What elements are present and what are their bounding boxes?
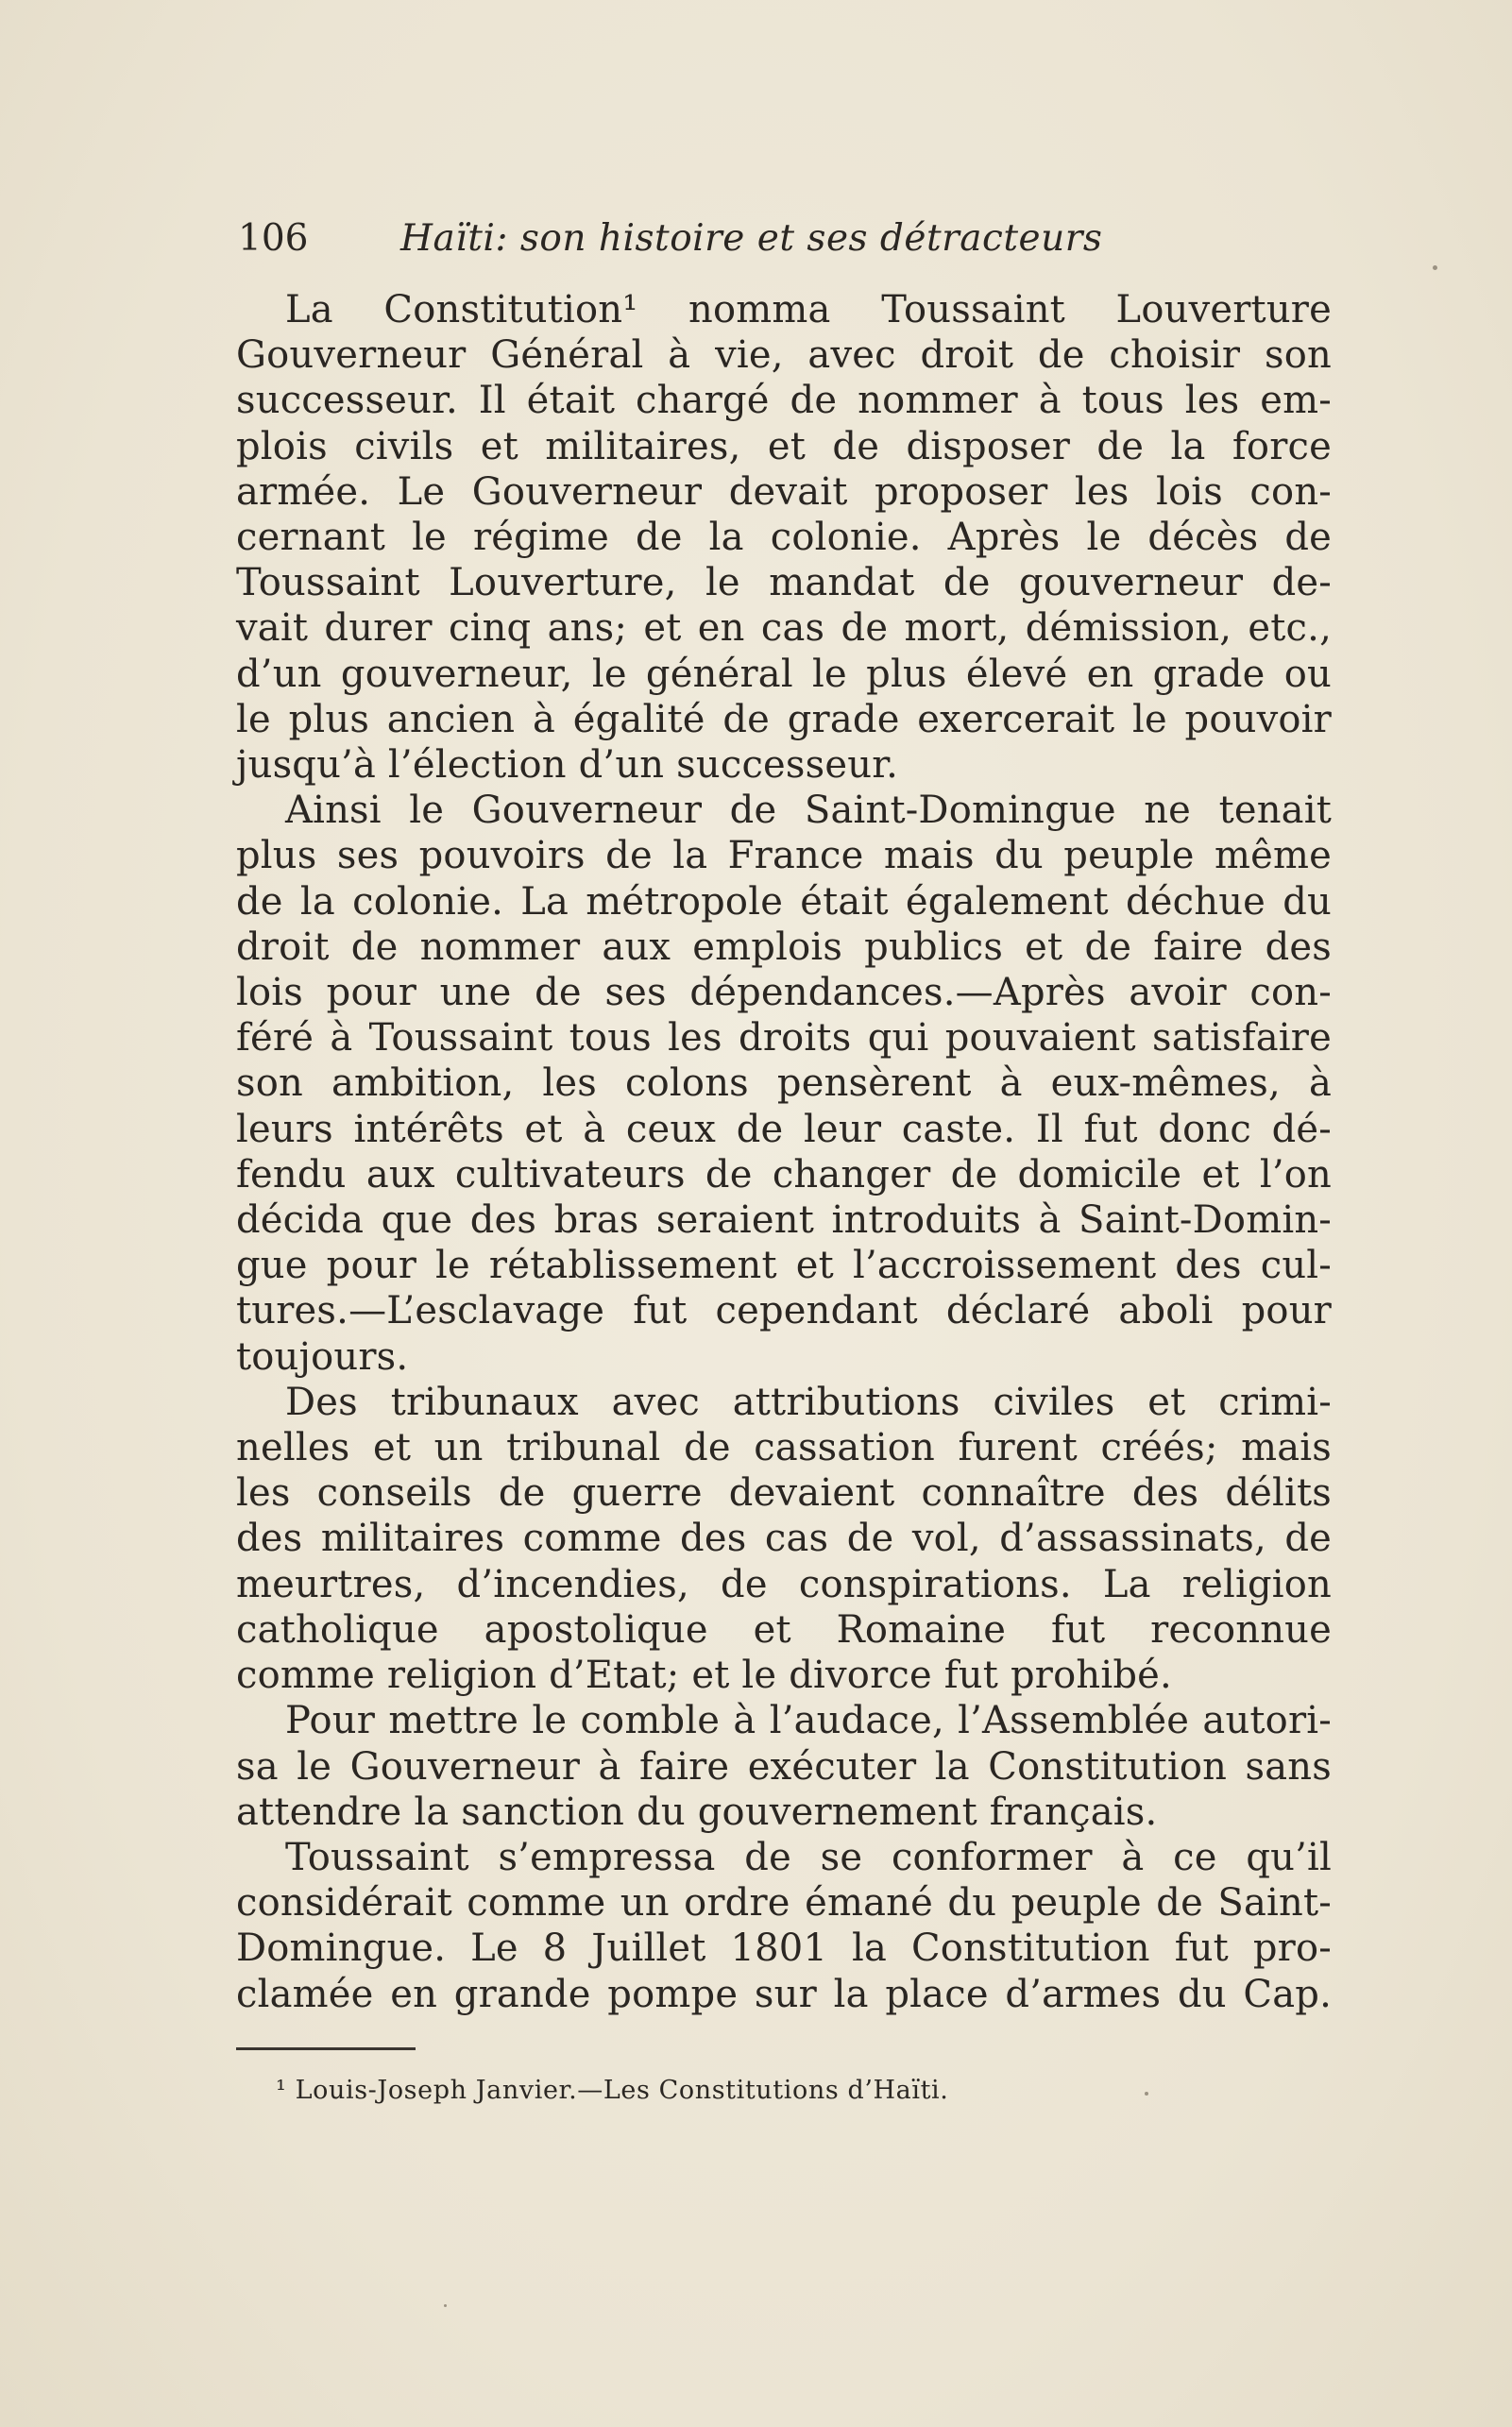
text-line: leurs intérêts et à ceux de leur caste. Il fut donc dé- [236, 1107, 1332, 1151]
text-line: des militaires comme des cas de vol, d’assassinats, de [236, 1517, 1332, 1561]
text-line: d’un gouverneur, le général le plus élevé en grade ou [236, 652, 1332, 696]
paragraph-4 [236, 1698, 1332, 1835]
page-header [238, 215, 1315, 263]
body-text [236, 287, 1332, 2017]
text-line: vait durer cinq ans; et en cas de mort, démission, etc., [236, 606, 1332, 651]
paragraph-2 [236, 788, 1332, 1380]
text-line: Toussaint Louverture, le mandat de gouverneur de- [236, 561, 1332, 605]
text-line: lois pour une de ses dépendances.—Après avoir con- [236, 971, 1332, 1015]
paragraph-5 [236, 1835, 1332, 2017]
page-number: 106 [238, 217, 309, 260]
paper-speck [1433, 265, 1437, 270]
footnote: ¹ Louis-Joseph Janvier.—Les Constitutions d’Haïti. [276, 2076, 949, 2105]
text-line: le plus ancien à égalité de grade exercerait le pouvoir [236, 697, 1332, 741]
text-line: successeur. Il était chargé de nommer à tous les em- [236, 379, 1332, 423]
text-line: La Constitution¹ nomma Toussaint Louverture [285, 288, 1332, 331]
text-line: toujours. [236, 1334, 409, 1379]
text-line: considérait comme un ordre émané du peuple de Saint- [236, 1881, 1332, 1926]
text-line: jusqu’à l’élection d’un successeur. [236, 743, 899, 788]
text-line: fendu aux cultivateurs de changer de domicile et l’on [236, 1152, 1332, 1197]
text-line: plois civils et militaires, et de disposer de la force [236, 424, 1332, 468]
text-line: catholique apostolique et Romaine fut reconnue [236, 1607, 1332, 1652]
text-line: son ambition, les colons pensèrent à eux-mêmes, à [236, 1061, 1332, 1106]
running-title: Haïti: son histoire et ses détracteurs [400, 217, 1103, 260]
paper-speck [444, 2304, 447, 2307]
text-line: féré à Toussaint tous les droits qui pouvaient satisfaire [236, 1016, 1332, 1061]
paragraph-1 [236, 287, 1332, 788]
text-line: armée. Le Gouverneur devait proposer les lois con- [236, 469, 1332, 514]
paper-speck [1145, 2092, 1148, 2096]
text-line: droit de nommer aux emplois publics et de faire des [236, 925, 1332, 969]
text-line: attendre la sanction du gouvernement français. [236, 1790, 1158, 1834]
text-line: Gouverneur Général à vie, avec droit de choisir son [236, 333, 1332, 378]
text-line: comme religion d’Etat; et le divorce fut prohibé. [236, 1654, 1172, 1698]
text-line: Toussaint s’empressa de se conformer à ce qu’il [285, 1835, 1332, 1879]
text-line: tures.—L’esclavage fut cependant déclaré aboli pour [236, 1289, 1332, 1333]
paragraph-3 [236, 1380, 1332, 1698]
text-line: Des tribunaux avec attributions civiles et crimi- [285, 1380, 1332, 1424]
text-line: cernant le régime de la colonie. Après le décès de [236, 516, 1332, 560]
text-line: meurtres, d’incendies, de conspirations. La religion [236, 1562, 1332, 1606]
text-line: Pour mettre le comble à l’audace, l’Assemblée autori- [285, 1699, 1332, 1743]
text-line: de la colonie. La métropole était également déchue du [236, 879, 1332, 924]
text-line: clamée en grande pompe sur la place d’armes du Cap. [236, 1972, 1332, 2016]
footnote-divider [236, 2047, 416, 2050]
text-line: les conseils de guerre devaient connaître des délits [236, 1471, 1332, 1516]
text-line: Domingue. Le 8 Juillet 1801 la Constitution fut pro- [236, 1926, 1332, 1971]
text-line: sa le Gouverneur à faire exécuter la Constitution sans [236, 1744, 1332, 1789]
text-line: Ainsi le Gouverneur de Saint-Domingue ne tenait [285, 789, 1332, 833]
text-line: plus ses pouvoirs de la France mais du peuple même [236, 834, 1332, 878]
text-line: décida que des bras seraient introduits à Saint-Domin- [236, 1198, 1332, 1243]
text-line: gue pour le rétablissement et l’accroissement des cul- [236, 1244, 1332, 1288]
text-line: nelles et un tribunal de cassation furent créés; mais [236, 1426, 1332, 1470]
